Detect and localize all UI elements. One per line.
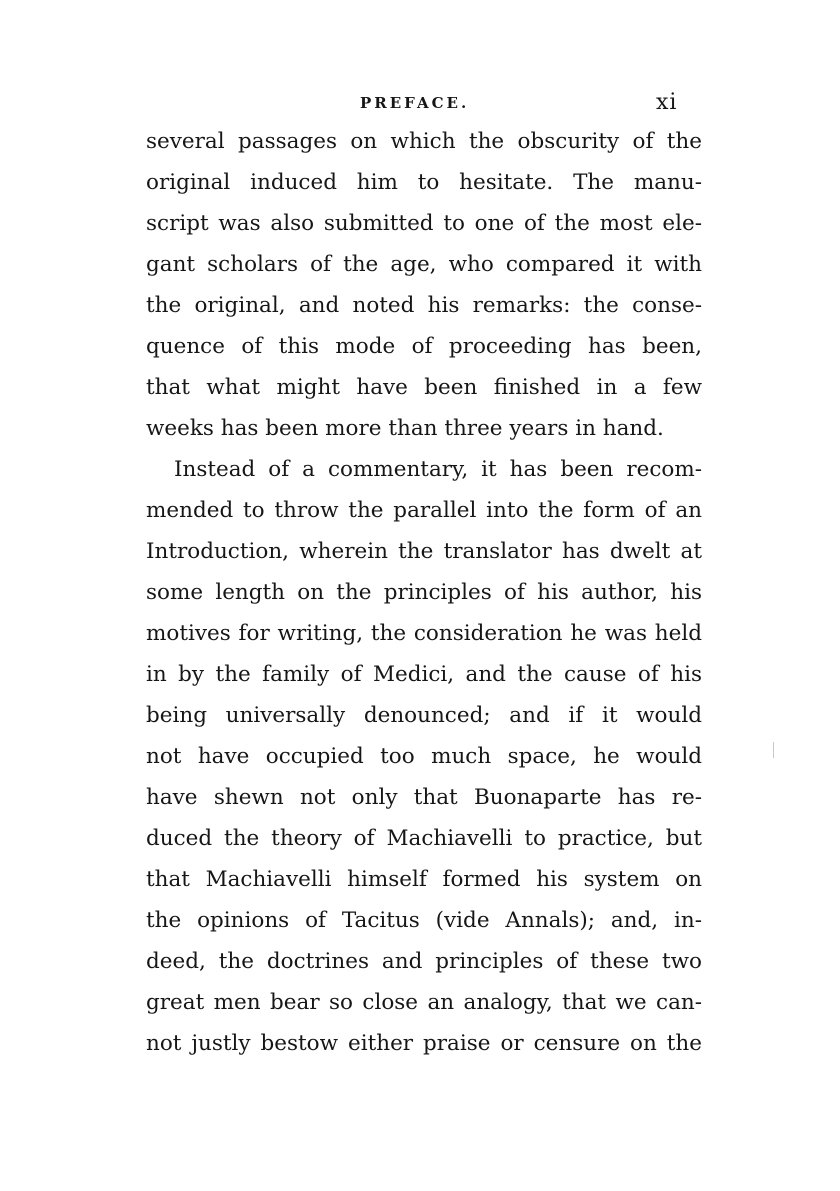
- text-line: quence of this mode of proceeding has been,: [146, 334, 702, 359]
- text-line: in by the family of Medici, and the cause of his: [146, 662, 702, 687]
- running-head: [0, 88, 840, 118]
- text-line: motives for writing, the consideration he was held: [146, 621, 702, 646]
- text-line: weeks has been more than three years in hand.: [146, 416, 664, 441]
- text-line: Instead of a commentary, it has been recom-: [174, 457, 702, 482]
- text-line: great men bear so close an analogy, that we can-: [146, 990, 702, 1015]
- text-line: Introduction, wherein the translator has dwelt at: [146, 539, 702, 564]
- text-line: mended to throw the parallel into the form of an: [146, 498, 702, 523]
- text-line: the opinions of Tacitus (vide Annals); and, in-: [146, 908, 702, 933]
- text-line: the original, and noted his remarks: the conse-: [146, 293, 702, 318]
- text-line: gant scholars of the age, who compared it with: [146, 252, 702, 277]
- text-line: not have occupied too much space, he would: [146, 744, 702, 769]
- text-line: being universally denounced; and if it would: [146, 703, 702, 728]
- text-line: some length on the principles of his author, his: [146, 580, 702, 605]
- text-line: that Machiavelli himself formed his system on: [146, 867, 702, 892]
- text-line: script was also submitted to one of the most ele-: [146, 211, 702, 236]
- text-line: not justly bestow either praise or censure on the: [146, 1031, 702, 1056]
- body-text: [146, 121, 702, 1064]
- paragraph-1: [146, 121, 702, 449]
- text-line: original induced him to hesitate. The manu-: [146, 170, 702, 195]
- text-line: duced the theory of Machiavelli to practice, but: [146, 826, 702, 851]
- text-line: that what might have been finished in a few: [146, 375, 702, 400]
- paragraph-2: [146, 449, 702, 1064]
- text-line: deed, the doctrines and principles of these two: [146, 949, 702, 974]
- scan-mark: [773, 742, 774, 758]
- page-number: xi: [656, 90, 678, 115]
- running-title: PREFACE.: [360, 94, 470, 112]
- text-line: several passages on which the obscurity of the: [146, 129, 702, 154]
- text-line: have shewn not only that Buonaparte has re-: [146, 785, 702, 810]
